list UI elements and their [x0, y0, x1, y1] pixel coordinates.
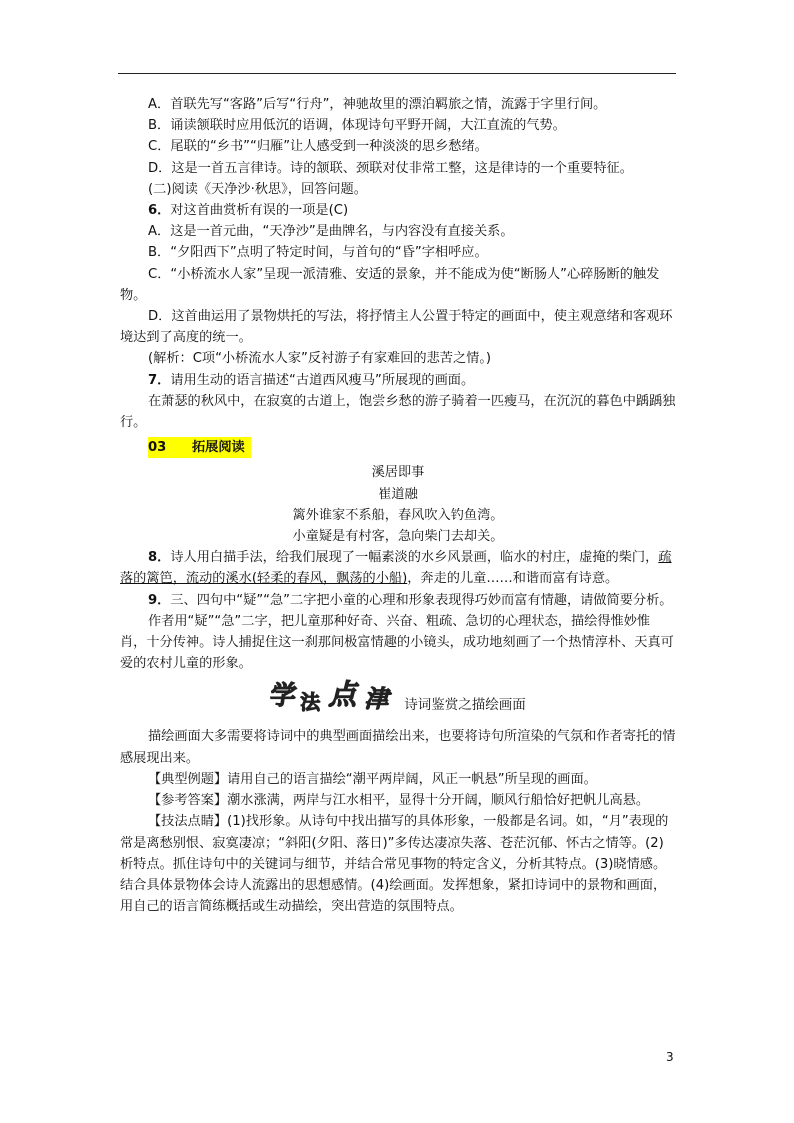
answer-label: 【参考答案】 — [148, 793, 228, 809]
q9-number: 9． — [148, 592, 171, 608]
method-subtitle: 诗词鉴赏之描绘画面 — [404, 697, 526, 714]
tips-text: (1)找形象。从诗句中找出描写的具体形象，一般都是名词。如，“月”表现的常是离愁别恨、寂寞凄凉；“斜阳(夕阳、落日)”多传达凄凉失落、苍茫沉郁、怀古之情等。(2)析特点。抓住诗句中的关键词与细节，并结合常见事物的特定含义，分析其特点。(3)晓情感。结合具体景物体会诗人流露出的思想感情。(4)绘画面。发挥想象，紧扣诗词中的景物和画面，用自己的语言简练概括或生动描绘，突出营造的氛围特点。 — [120, 814, 669, 915]
method-tips — [120, 811, 676, 917]
method-answer — [120, 790, 676, 811]
q5-option-d: D．这是一首五言律诗。诗的颔联、颈联对仗非常工整，这是律诗的一个重要特征。 — [148, 160, 633, 176]
logo-char-4: 津 — [364, 684, 389, 714]
q9-stem-text: 三、四句中“疑”“急”二字把小童的心理和形象表现得巧妙而富有情趣，请做简要分析。 — [170, 592, 673, 608]
logo-char-2: 法 — [300, 690, 321, 715]
q6-stem — [120, 200, 676, 221]
q8-underlined: 疏落的篱笆，流动的溪水(轻柔的春风，飘荡的小船) — [120, 550, 672, 587]
example-text: 请用自己的语言描绘“潮平两岸阔，风正一帆悬”所呈现的画面。 — [227, 771, 597, 787]
q6-analysis: (解析：C项“小桥流水人家”反衬游子有家难回的悲苦之情。) — [148, 351, 492, 367]
q7-stem-text: 请用生动的语言描述“古道西风瘦马”所展现的画面。 — [170, 372, 475, 388]
q6-option-d: D．这首曲运用了景物烘托的写法，将抒情主人公置于特定的画面中，使主观意绪和客观环境达到了高度的统一。 — [120, 309, 673, 346]
page-content — [120, 94, 676, 917]
q6-option-b: B．“夕阳西下”点明了特定时间，与首句的“昏”字相呼应。 — [148, 245, 488, 261]
extension-highlight — [148, 437, 251, 458]
page-number: 3 — [666, 1050, 674, 1064]
example-label: 【典型例题】 — [148, 771, 228, 787]
poem-title: 溪居即事 — [371, 465, 425, 481]
method-logo — [268, 678, 402, 718]
answer-text: 潮水涨满，两岸与江水相平，显得十分开阔，顺风行船恰好把帆儿高悬。 — [227, 793, 650, 809]
q6-option-c: C．“小桥流水人家”呈现一派清雅、安适的景象，并不能成为使“断肠人”心碎肠断的触发物。 — [120, 266, 660, 303]
q7-number: 7． — [148, 372, 171, 388]
header-rule — [118, 73, 676, 74]
logo-char-3: 点 — [328, 678, 357, 712]
logo-char-1: 学 — [268, 681, 299, 712]
method-banner — [120, 678, 676, 718]
method-intro: 描绘画面大多需要将诗词中的典型画面描绘出来，也要将诗句所渲染的气氛和作者寄托的情感展现出来。 — [120, 729, 676, 766]
q8-text-a: 诗人用白描手法，给我们展现了一幅素淡的水乡风景画，临水的村庄，虚掩的柴门， — [170, 550, 659, 566]
q8-text-b: ，奔走的儿童……和谐而富有诗意。 — [407, 571, 619, 587]
q5-option-c: C．尾联的“乡书”“归雁”让人感受到一种淡淡的思乡愁绪。 — [148, 139, 488, 155]
section2-title: (二)阅读《天净沙·秋思》，回答问题。 — [148, 181, 367, 197]
q5-option-b: B．诵读颔联时应用低沉的语调，体现诗句平野开阔，大江直流的气势。 — [148, 118, 566, 134]
q6-option-a: A．这是一首元曲，“天净沙”是曲牌名，与内容没有直接关系。 — [148, 224, 514, 240]
poem-line-2: 小童疑是有村客，急向柴门去却关。 — [292, 529, 504, 545]
tips-label: 【技法点睛】 — [148, 814, 228, 830]
q6-stem-text: 对这首曲赏析有误的一项是(C) — [170, 203, 349, 219]
q8-answer — [120, 547, 676, 589]
q9-stem — [120, 590, 676, 611]
poem-author: 崔道融 — [378, 486, 418, 502]
method-example — [120, 769, 676, 790]
q8-number: 8． — [148, 550, 171, 566]
extension-title: 拓展阅读 — [192, 440, 245, 456]
q7-answer: 在萧瑟的秋风中，在寂寞的古道上，饱尝乡愁的游子骑着一匹瘦马，在沉沉的暮色中踽踽独行。 — [120, 393, 676, 431]
q9-answer: 作者用“疑”“急”二字，把儿童那种好奇、兴奋、粗疏、急切的心理状态，描绘得惟妙惟肖，十分传神。诗人捕捉住这一刹那间极富情趣的小镜头，成功地刻画了一个热情淳朴、天真可爱的农村儿童的形象。 — [120, 613, 674, 672]
q6-number: 6． — [148, 203, 171, 219]
poem-line-1: 篱外谁家不系船，春风吹入钓鱼湾。 — [292, 507, 504, 523]
extension-heading — [120, 437, 676, 458]
q5-option-a: A．首联先写“客路”后写“行舟”，神驰故里的漂泊羁旅之情，流露于字里行间。 — [148, 97, 607, 112]
q7-stem — [120, 370, 676, 391]
extension-number: 03 — [148, 440, 167, 456]
